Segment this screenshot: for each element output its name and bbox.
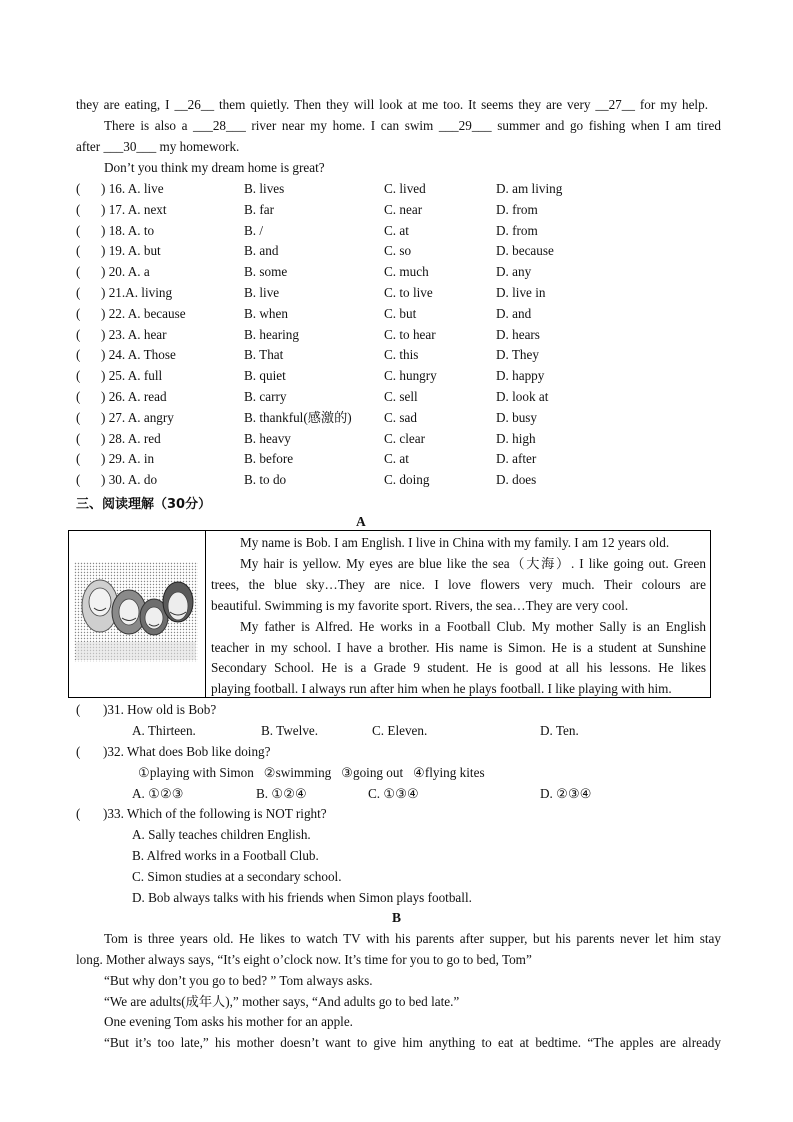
option-a[interactable]: ) 25. A. full: [101, 368, 163, 384]
section-heading: 三、阅读理解（30分）: [76, 497, 212, 512]
option-d[interactable]: D. from: [496, 201, 538, 217]
passage-line: There is also a ___28___ river near my home. I can swim ___29___ summer and go fishing when I am tired: [104, 118, 721, 133]
passage-b-line: long. Mother always says, “It’s eight o’clock now. It’s time for you to go to bed, Tom”: [76, 952, 532, 967]
option-b[interactable]: B. Alfred works in a Football Club.: [132, 848, 319, 863]
option-c[interactable]: C. sell: [384, 389, 418, 404]
option-a[interactable]: ) 23. A. hear: [101, 326, 167, 342]
question-row: [76, 223, 696, 239]
passage-line: they are eating, I __26__ them quietly. Then they will look at me too. It seems they are very __27__ for my help.: [76, 97, 708, 112]
option-a[interactable]: ) 16. A. live: [101, 181, 164, 196]
passage-b-label: B: [392, 910, 402, 925]
passage-a-line: My name is Bob. I am English. I live in China with my family. I am 12 years old.: [240, 535, 670, 550]
question-33: [76, 806, 726, 822]
option-c[interactable]: C. near: [384, 201, 423, 217]
passage-b-line: “But it’s too late,” his mother doesn’t want to give him anything to eat at bedtime. “The apples are already: [104, 1035, 721, 1050]
option-d[interactable]: D. am living: [496, 181, 563, 196]
option-b[interactable]: B. lives: [244, 181, 285, 196]
answer-bracket[interactable]: (: [76, 472, 81, 488]
option-c[interactable]: C. Simon studies at a secondary school.: [132, 869, 342, 884]
question-32-options: [132, 786, 732, 802]
option-d[interactable]: D. Bob always talks with his friends when Simon plays football.: [132, 890, 472, 905]
option-c[interactable]: C. ①③④: [368, 786, 419, 801]
option-b[interactable]: B. and: [244, 243, 279, 259]
passage-b-line: “But why don’t you go to bed? ” Tom always asks.: [104, 973, 373, 988]
passage-a-line: Secondary School. He is a Grade 9 student. He is good at all his lessons. He likes: [211, 660, 706, 675]
option-d[interactable]: D. Ten.: [540, 723, 579, 738]
question-row: [76, 306, 696, 322]
question-32: [76, 744, 726, 760]
option-c[interactable]: C. much: [384, 264, 429, 280]
answer-bracket[interactable]: (: [76, 806, 81, 821]
answer-bracket[interactable]: (: [76, 222, 81, 238]
option-a[interactable]: ) 30. A. do: [101, 472, 158, 488]
option-d[interactable]: D. hears: [496, 326, 540, 342]
option-a[interactable]: ) 17. A. next: [101, 201, 167, 217]
option-c[interactable]: C. but: [384, 305, 417, 321]
passage-a-line: My father is Alfred. He works in a Football Club. My mother Sally is an English: [240, 619, 706, 634]
option-d[interactable]: D. look at: [496, 389, 549, 404]
option-b[interactable]: B. /: [244, 222, 264, 238]
option-d[interactable]: D. busy: [496, 409, 538, 425]
option-d[interactable]: D. does: [496, 472, 537, 488]
option-a[interactable]: ) 26. A. read: [101, 389, 167, 404]
option-a[interactable]: ) 28. A. red: [101, 430, 161, 446]
option-b[interactable]: B. Twelve.: [261, 723, 319, 738]
question-row: [76, 285, 696, 301]
option-d[interactable]: D. happy: [496, 368, 545, 384]
option-a[interactable]: ) 27. A. angry: [101, 409, 174, 425]
option-b[interactable]: B. That: [244, 347, 284, 363]
passage-a-label: A: [356, 514, 366, 529]
question-row: [76, 472, 696, 488]
question-31-options: [132, 723, 732, 739]
passage-a-line: trees, the blue sky…They are nice. I love flowers very much. Their colours are: [211, 577, 706, 592]
question-row: [76, 243, 696, 259]
option-c[interactable]: C. to hear: [384, 326, 436, 342]
option-a[interactable]: ) 22. A. because: [101, 305, 186, 321]
passage-b-line: One evening Tom asks his mother for an apple.: [104, 1014, 353, 1029]
answer-bracket[interactable]: (: [76, 305, 81, 321]
passage-a-line: playing football. I always run after him when he plays football. I like playing with him.: [211, 681, 672, 696]
answer-bracket[interactable]: (: [76, 409, 81, 425]
option-d[interactable]: D. They: [496, 347, 539, 363]
question-row: [76, 431, 696, 447]
question-stem: )33. Which of the following is NOT right?: [103, 806, 327, 821]
option-c[interactable]: C. doing: [384, 472, 430, 488]
option-b[interactable]: B. some: [244, 264, 288, 280]
option-c[interactable]: C. this: [384, 347, 419, 363]
passage-line: after ___30___ my homework.: [76, 139, 240, 154]
option-d[interactable]: D. high: [496, 430, 536, 446]
option-a[interactable]: ) 21.A. living: [101, 285, 173, 300]
option-a[interactable]: ) 29. A. in: [101, 451, 155, 467]
option-c[interactable]: C. so: [384, 243, 412, 259]
option-a[interactable]: ) 18. A. to: [101, 222, 155, 238]
passage-a-line: beautiful. Swimming is my favorite sport. Rivers, the sea…They are very cool.: [211, 598, 629, 613]
option-a[interactable]: A. Thirteen.: [132, 723, 196, 738]
answer-bracket[interactable]: (: [76, 451, 81, 467]
family-photo: [74, 562, 198, 662]
question-32-items: ①playing with Simon ②swimming ③going out ④flying kites: [138, 765, 485, 780]
option-c[interactable]: C. at: [384, 222, 409, 238]
option-b[interactable]: B. live: [244, 285, 280, 300]
option-c[interactable]: C. hungry: [384, 368, 437, 384]
option-b[interactable]: B. hearing: [244, 326, 299, 342]
question-row: [76, 451, 696, 467]
question-row: [76, 181, 696, 197]
option-b[interactable]: B. heavy: [244, 430, 291, 446]
question-row: [76, 202, 696, 218]
passage-line: Don’t you think my dream home is great?: [104, 160, 325, 175]
answer-bracket[interactable]: (: [76, 181, 81, 196]
option-d[interactable]: D. live in: [496, 285, 546, 300]
answer-bracket[interactable]: (: [76, 347, 81, 363]
option-b[interactable]: B. when: [244, 305, 288, 321]
answer-bracket[interactable]: (: [76, 744, 81, 759]
answer-bracket[interactable]: (: [76, 285, 81, 300]
option-d[interactable]: D. from: [496, 222, 538, 238]
question-row: [76, 347, 696, 363]
answer-bracket[interactable]: (: [76, 430, 81, 446]
question-row: [76, 264, 696, 280]
question-row: [76, 410, 696, 426]
question-stem: )32. What does Bob like doing?: [103, 744, 271, 759]
question-row: [76, 327, 696, 343]
answer-bracket[interactable]: (: [76, 702, 81, 717]
box-divider: [205, 530, 206, 698]
option-b[interactable]: B. before: [244, 451, 294, 467]
option-a[interactable]: ) 20. A. a: [101, 264, 150, 280]
option-c[interactable]: C. lived: [384, 181, 426, 196]
option-d[interactable]: D. after: [496, 451, 537, 467]
option-c[interactable]: C. Eleven.: [372, 723, 428, 738]
question-row: [76, 368, 696, 384]
passage-b-line: “We are adults(成年人),” mother says, “And adults go to bed late.”: [104, 994, 460, 1009]
passage-b-line: Tom is three years old. He likes to watch TV with his parents after supper, but his parents never let him stay: [104, 931, 721, 946]
answer-bracket[interactable]: (: [76, 243, 81, 259]
option-d[interactable]: D. any: [496, 264, 532, 280]
option-b[interactable]: B. to do: [244, 472, 287, 488]
option-b[interactable]: B. far: [244, 201, 275, 217]
option-d[interactable]: D. ②③④: [540, 786, 592, 801]
option-d[interactable]: D. because: [496, 243, 554, 259]
question-row: [76, 389, 696, 405]
option-b[interactable]: B. ①②④: [256, 786, 307, 801]
option-d[interactable]: D. and: [496, 305, 532, 321]
answer-bracket[interactable]: (: [76, 368, 81, 384]
option-a[interactable]: ) 24. A. Those: [101, 347, 176, 363]
question-31: [76, 702, 726, 718]
answer-bracket[interactable]: (: [76, 389, 81, 404]
passage-a-line: teacher in my school. I have a brother. His name is Simon. He is a student at Sunshine: [211, 640, 706, 655]
option-c[interactable]: C. to live: [384, 285, 433, 300]
answer-bracket[interactable]: (: [76, 326, 81, 342]
option-c[interactable]: C. sad: [384, 409, 417, 425]
option-c[interactable]: C. at: [384, 451, 409, 467]
option-b[interactable]: B. carry: [244, 389, 287, 404]
passage-a-line: My hair is yellow. My eyes are blue like the sea（大海）. I like going out. Green: [240, 556, 706, 571]
question-stem: )31. How old is Bob?: [103, 702, 217, 717]
option-a[interactable]: ) 19. A. but: [101, 243, 161, 259]
option-b[interactable]: B. thankful(感激的): [244, 409, 352, 425]
option-c[interactable]: C. clear: [384, 430, 426, 446]
option-a[interactable]: A. ①②③: [132, 786, 184, 801]
answer-bracket[interactable]: (: [76, 264, 81, 280]
option-b[interactable]: B. quiet: [244, 368, 286, 384]
answer-bracket[interactable]: (: [76, 201, 81, 217]
option-a[interactable]: A. Sally teaches children English.: [132, 827, 311, 842]
